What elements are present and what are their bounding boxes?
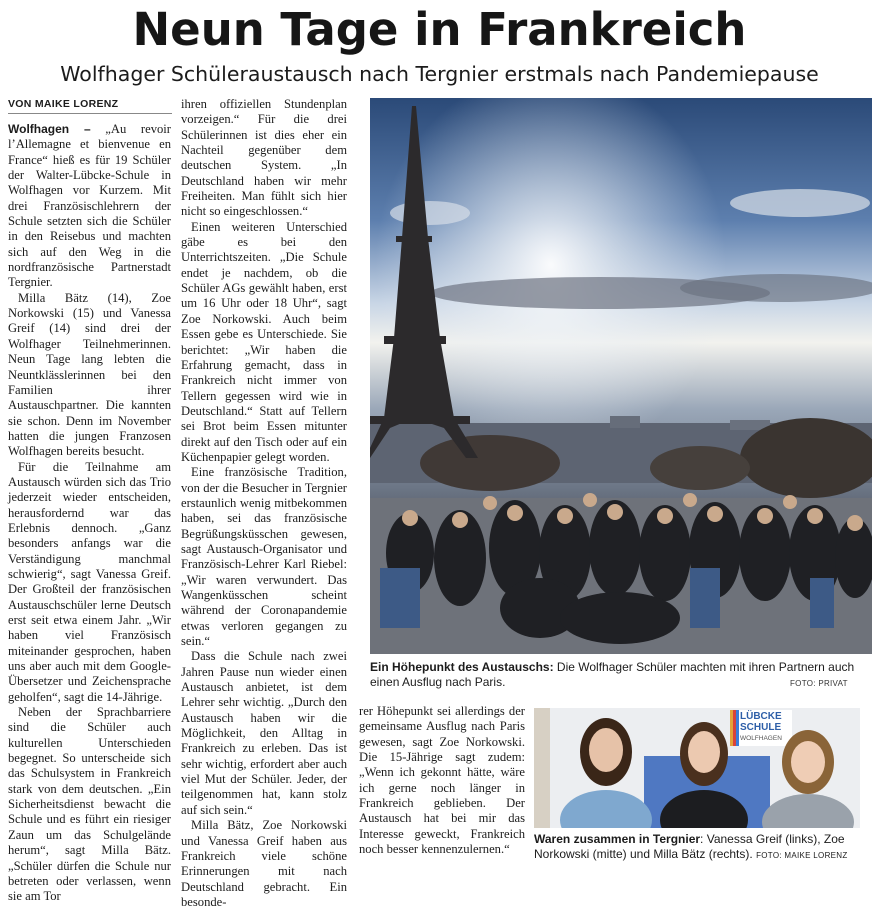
- article-paragraph: Einen weiteren Unterschied gäbe es bei den Unterrichtszeiten. „Die Schule endet je nachdem, ob die Schüler AGs gewählt haben, erst um 16 Uhr oder 18 Uhr“, sagt Zoe Norkowski. Auch beim Essen gebe es Unterschiede. Sie berichtet: „Wir haben die Erfahrung gemacht, dass in Frankreich nicht immer von Tellern gegessen wird wie in Deutschland.“ Statt auf Tellern sei Brot beim Essen mitunter direkt auf den Tisch oder auf ein Küchenpapier gelegt worden.: [181, 219, 347, 464]
- eiffel-tower-scene: [370, 98, 872, 654]
- caption-lead: Ein Höhepunkt des Austauschs:: [370, 660, 554, 674]
- caption-lead: Waren zusammen in Tergnier: [534, 832, 701, 846]
- dateline: Wolfhagen –: [8, 122, 91, 136]
- article-paragraph: Wolfhagen – „Au revoir l’Allemagne et bienvenue en France“ hieß es für 19 Schüler der Walter-Lübcke-Schule in Wolfhagen vor Kurzem. Mit drei Französischlehrern der Schule setzten sich die Schüler in den Reisebus und machten sich auf den Weg in die nordfranzösische Partnerstadt Tergnier.: [8, 122, 171, 290]
- article-paragraph: Neben der Sprachbarriere sind die Schüler auch kulturellen Unterschieden begegnet. So unterscheide sich das Schulsystem in Frankreich stark von dem deutschen. „Ein Sicherheitsdienst bewacht die Schule und es führt ein riesiger Zaun um das Schulgelände herum“, sagt Milla Bätz. „Schüler dürfen die Schule nur betreten oder verlassen, wenn sie am Tor: [8, 705, 171, 904]
- article-paragraph: Milla Bätz (14), Zoe Norkowski (15) und Vanessa Greif (14) sind drei der Wolfhager Teilnehmerinnen. Neun Tage lang lebten die Neuntklässlerinnen bei den Familien ihrer Austauschpartner. Die kannten sie schon. Denn im November hatten die jungen Franzosen Wolfhagen bereits besucht.: [8, 290, 171, 459]
- article-paragraph: Dass die Schule nach zwei Jahren Pause nun wieder einen Austausch anbietet, ist dem Lehrer sehr wichtig. „Durch den Austausch haben wir die Möglichkeit, den Alltag in Frankreich zu erleben. Das ist sehr wichtig, erfordert aber auch viel Mut der Schüler. Jeder, der teilgenommen hat, kann stolz auf sich sein.“: [181, 649, 347, 817]
- students-scene: [534, 708, 860, 828]
- photo-caption-1: Ein Höhepunkt des Austauschs: Die Wolfhager Schüler machten mit ihren Partnern auch einen Ausflug nach Paris.: [370, 660, 855, 689]
- subheadline: Wolfhager Schüleraustausch nach Tergnier erstmals nach Pandemiepause: [60, 62, 819, 86]
- school-sign: LÜBCKE SCHULE WOLFHAGEN: [740, 711, 782, 742]
- paris-group-photo: [370, 98, 872, 654]
- article-paragraph: Für die Teilnahme am Austausch würden sich das Trio jederzeit wieder entscheiden, herausfordernd war das Erlebnis dennoch. „Ganz besonders anfangs war die Verständigung manchmal schwierig“, sagt Vanessa Greif. Der Großteil der französischen Austauschschüler lerne Deutsch erst seit etwa einem Jahr. „Wir haben viel Französisch miteinander gesprochen, haben uns aber auch mit dem Google-Übersetzer und Zeichensprache geholfen“, sagt die 14-Jährige.: [8, 459, 171, 704]
- photo-caption-2: Waren zusammen in Tergnier: Vanessa Greif (links), Zoe Norkowski (mitte) und Milla Bätz (rechts). FOTO: MAIKE LORENZ: [534, 832, 848, 861]
- article-paragraph: rer Höhepunkt sei allerdings der gemeinsame Ausflug nach Paris gewesen, sagt Zoe Norkowski. Die 15-Jährige sagt zudem: „Wenn ich gekonnt hätte, wäre ich gerne noch länger in Frankreich geblieben. Der Austausch hat bei mir das Interesse geweckt, Frankreich noch besser kennenzulernen.“: [359, 704, 525, 857]
- article-column-1: [8, 122, 171, 905]
- photo-credit-1: FOTO: PRIVAT: [790, 679, 848, 688]
- article-paragraph: Milla Bätz, Zoe Norkowski und Vanessa Greif haben aus Frankreich viele schöne Erinnerungen mit nach Deutschland gebracht. Ein besonde-: [181, 818, 347, 909]
- byline: VON MAIKE LORENZ: [8, 98, 172, 114]
- students-portrait-photo: [534, 708, 860, 828]
- article-column-2: [181, 97, 347, 910]
- article-paragraph: ihren offiziellen Stundenplan vorzeigen.“ Für die drei Schülerinnen ist dies eher ein Nachteil gegenüber dem deutschen System. „In Deutschland haben wir mehr Freiheiten. Man fühlt sich hier nicht so eingeschlossen.“: [181, 97, 347, 219]
- headline: Neun Tage in Frankreich: [132, 3, 747, 56]
- article-column-3: [359, 704, 525, 857]
- article-paragraph: Eine französische Tradition, von der die Besucher in Tergnier erstaunlich wenig mitbekommen haben, sei das französische Begrüßungsküsschen gewesen, sagt Austausch-Organisator und Französisch-Lehrer Karl Riebel: „Wir waren verwundert. Das Wangenküsschen scheint während der Coronapandemie etwas verloren gegangen zu sein.“: [181, 465, 347, 649]
- photo-credit-2: FOTO: MAIKE LORENZ: [756, 851, 848, 860]
